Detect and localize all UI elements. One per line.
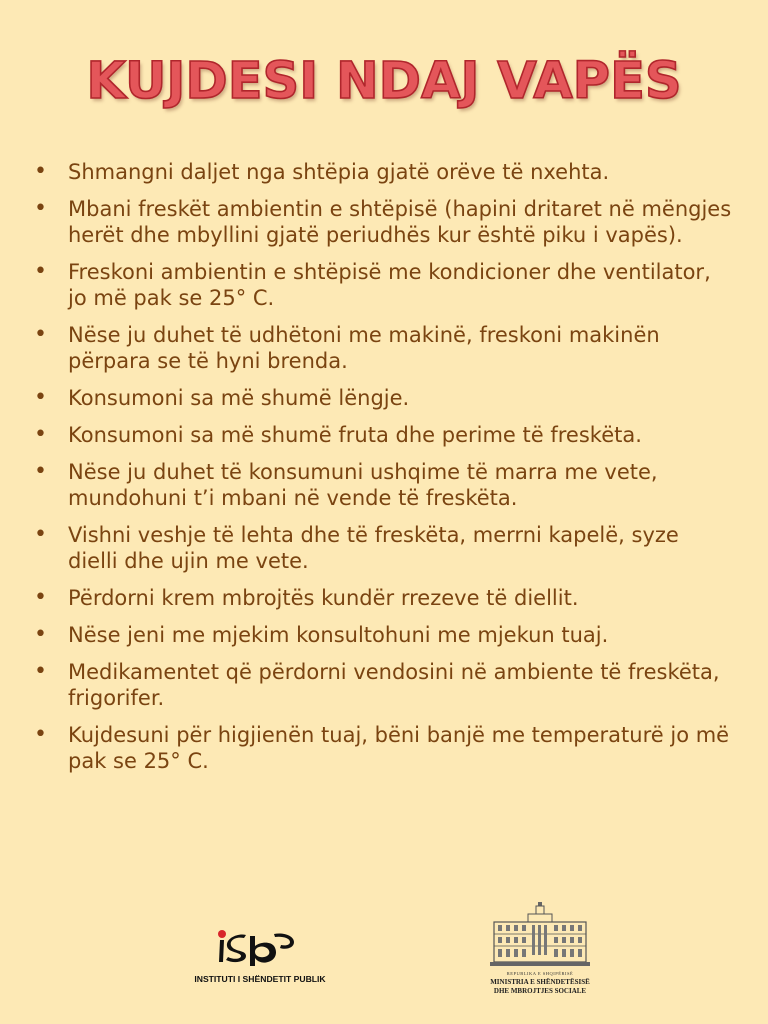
list-item: [34, 622, 734, 648]
tip-text: Konsumoni sa më shumë fruta dhe perime të freskëta.: [68, 423, 642, 447]
tip-text: Freskoni ambientin e shtëpisë me kondicioner dhe ventilator, jo më pak se 25° C.: [68, 260, 711, 310]
ministry-republic-label: REPUBLIKA E SHQIPËRISË: [506, 971, 574, 976]
bullet-icon: •: [34, 322, 47, 347]
bullet-icon: •: [34, 259, 47, 284]
bullet-icon: •: [34, 159, 47, 184]
bullet-icon: •: [34, 385, 47, 410]
ministry-name-line1: MINISTRIA E SHËNDETËSISË: [490, 978, 590, 986]
tip-text: Shmangni daljet nga shtëpia gjatë orëve të nxehta.: [68, 160, 610, 184]
list-item: [34, 159, 734, 185]
ministry-name-line2: DHE MBROJTJES SOCIALE: [493, 987, 587, 995]
bullet-icon: •: [34, 522, 47, 547]
tip-text: Vishni veshje të lehta dhe të freskëta, merrni kapelë, syze dielli dhe ujin me vete.: [68, 523, 679, 573]
isp-logo-mark: [214, 928, 300, 968]
tip-text: Konsumoni sa më shumë lëngje.: [68, 386, 410, 410]
bullet-icon: •: [34, 196, 47, 221]
bullet-icon: •: [34, 585, 47, 610]
list-item: [34, 196, 734, 248]
isp-logo: [180, 928, 340, 992]
bullet-icon: •: [34, 422, 47, 447]
page-title: KUJDESI NDAJ VAPËS: [86, 52, 682, 111]
tips-list: [34, 159, 734, 785]
ministry-logo: [476, 900, 604, 1005]
bullet-icon: •: [34, 722, 47, 747]
tip-text: Mbani freskët ambientin e shtëpisë (hapini dritaret në mëngjes herët dhe mbyllini gjatë periudhës kur është piku i vapës).: [68, 197, 732, 247]
list-item: [34, 422, 734, 448]
list-item: [34, 259, 734, 311]
bullet-icon: •: [34, 622, 47, 647]
list-item: [34, 459, 734, 511]
list-item: [34, 385, 734, 411]
tip-text: Nëse ju duhet të konsumuni ushqime të marra me vete, mundohuni t’i mbani në vende të freskëta.: [68, 460, 658, 510]
list-item: [34, 585, 734, 611]
list-item: [34, 659, 734, 711]
bullet-icon: •: [34, 459, 47, 484]
ministry-building-icon: [488, 900, 592, 968]
tip-text: Kujdesuni për higjienën tuaj, bëni banjë me temperaturë jo më pak se 25° C.: [68, 723, 730, 773]
bullet-icon: •: [34, 659, 47, 684]
tip-text: Nëse ju duhet të udhëtoni me makinë, freskoni makinën përpara se të hyni brenda.: [68, 323, 660, 373]
tip-text: Nëse jeni me mjekim konsultohuni me mjekun tuaj.: [68, 623, 609, 647]
tip-text: Medikamentet që përdorni vendosini në ambiente të freskëta, frigorifer.: [68, 660, 720, 710]
tip-text: Përdorni krem mbrojtës kundër rrezeve të diellit.: [68, 586, 579, 610]
isp-logo-caption: INSTITUTI I SHËNDETIT PUBLIK: [194, 974, 326, 984]
list-item: [34, 322, 734, 374]
list-item: [34, 522, 734, 574]
list-item: [34, 722, 734, 774]
